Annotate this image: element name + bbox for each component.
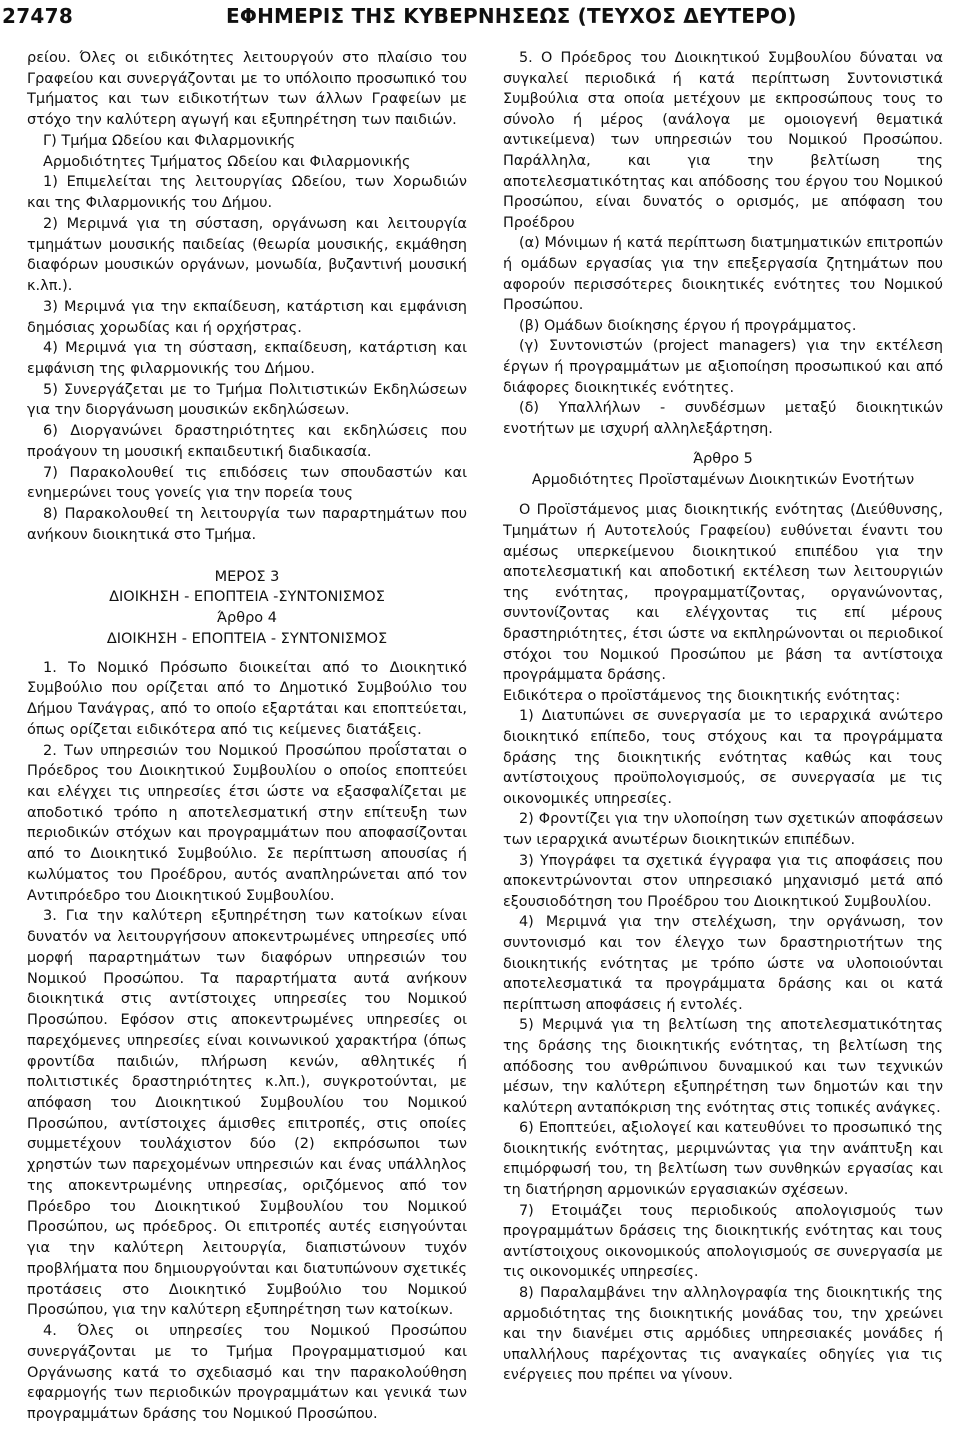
left-column	[27, 48, 467, 1425]
article-title: Αρμοδιότητες Προϊσταμένων Διοικητικών Ενοτήτων	[531, 471, 915, 488]
part-subheading: ΔΙΟΙΚΗΣΗ - ΕΠΟΠΤΕΙΑ -ΣΥΝΤΟΝΙΣΜΟΣ	[109, 589, 385, 606]
list-item: 1) Επιμελείται της λειτουργίας Ωδείου, των Χορωδιών και της Φιλαρμονικής του Δήμου.	[27, 174, 467, 212]
list-item: 8) Παρακολουθεί τη λειτουργία των παραρτημάτων που ανήκουν διοικητικά στο Τμήμα.	[27, 506, 467, 543]
article-paragraph: 5. Ο Πρόεδρος του Διοικητικού Συμβουλίου δύναται να συγκαλεί περιοδικά ή κατά περίπτωση Συντονιστικά Συμβούλια στα οποία μετέχουν με εκπροσώπους τους το σύνολο ή μέρος (ανάλογα με ομοιογενή θεματικά αντικείμενα) των υπηρεσιών του Νομικού Προσώπου. Παράλληλα, και για την βελτίωση της αποτελεσματικότητας και απόδοσης του έργου του Νομικού Προσώπου, είναι δυνατός ο ορισμός, με απόφαση του Προέδρου	[503, 50, 943, 231]
page-number: 27478	[2, 4, 74, 28]
section-heading: Γ) Τμήμα Ωδείου και Φιλαρμονικής	[43, 132, 296, 149]
list-item: (δ) Υπαλλήλων - συνδέσμων μεταξύ διοικητικών ενοτήτων με ισχυρή αλληλεξάρτηση.	[503, 400, 943, 437]
article-paragraph: Ειδικότερα ο προϊστάμενος της διοικητικής ενότητας:	[503, 687, 901, 704]
article-heading: Άρθρο 4	[216, 610, 278, 627]
list-item: 3) Μεριμνά για την εκπαίδευση, κατάρτιση και εμφάνιση δημόσιας χορωδίας και ή ορχήστρας.	[27, 298, 467, 336]
list-item: (α) Μόνιμων ή κατά περίπτωση διατμηματικών επιτροπών ή ομάδων εργασίας για την επεξεργασία ζητημάτων που αφορούν περισσότερες διοικητικές ενότητες του Νομικού Προσώπου.	[503, 235, 943, 314]
list-item: 1) Διατυπώνει σε συνεργασία με το ιεραρχικά ανώτερο διοικητικό επίπεδο, τους στόχους και τα προγράμματα δράσης της διοικητικής ενότητας καθώς και τους αντίστοιχους προϋπολογισμούς, σε συνεργασία με τις οικονομικές υπηρεσίες.	[503, 708, 943, 807]
list-item: 3) Υπογράφει τα σχετικά έγγραφα για τις αποφάσεις που αποκεντρώνονται στον υπηρεσιακό μηχανισμό μετά από εξουσιοδότηση του Προέδρου του Διοικητικού Συμβουλίου.	[503, 852, 943, 910]
list-item: 5) Συνεργάζεται με το Τμήμα Πολιτιστικών Εκδηλώσεων για την διοργάνωση μουσικών εκδηλώσεων.	[27, 381, 467, 419]
right-column	[503, 48, 943, 1386]
list-item: (β) Ομάδων διοίκησης έργου ή προγράμματος.	[519, 317, 857, 334]
list-item: 2) Μεριμνά για τη σύσταση, οργάνωση και λειτουργία τμημάτων μουσικής παιδείας (θεωρία μουσικής, εκμάθηση διαφόρων μουσικών οργάνων, μονωδία, βυζαντινή μουσική κ.λπ.).	[27, 215, 467, 295]
page-header	[0, 0, 960, 34]
section-subheading: Αρμοδιότητες Τμήματος Ωδείου και Φιλαρμονικής	[43, 153, 411, 170]
list-item: 7) Παρακολουθεί τις επιδόσεις των σπουδαστών και ενημερώνει τους γονείς για την πορεία τους	[27, 464, 467, 502]
article-paragraph: 1. Το Νομικό Πρόσωπο διοικείται από το Διοικητικό Συμβούλιο που ορίζεται από το Δημοτικό Συμβούλιο του Δήμου Τανάγρας, από το οποίο εξαρτάται και εποπτεύεται, όπως ορίζεται ειδικότερα από τις κείμενες διατάξεις.	[27, 659, 467, 738]
list-item: 5) Μεριμνά για τη βελτίωση της αποτελεσματικότητας της δράσης της διοικητικής ενότητας, τη βελτίωση της απόδοσης του ανθρώπινου δυναμικού και των τεχνικών μέσων, την καλύτερη εξυπηρέτηση των δημοτών και την καλύτερη ανταπόκριση της ενότητας στις τοπικές ανάγκες.	[503, 1017, 943, 1116]
list-item: 6) Διοργανώνει δραστηριότητες και εκδηλώσεις που προάγουν τη μουσική εκπαιδευτική διαδικασία.	[27, 423, 467, 460]
list-item: 8) Παραλαμβάνει την αλληλογραφία της διοικητικής της αρμοδιότητας της διοικητικής μονάδας του, την χρεώνει και την διανέμει στις αρμόδιες υπηρεσιακές μονάδες ή υπαλλήλους παρέχοντας τις αναγκαίες οδηγίες για τις ενέργειες που πρέπει να γίνουν.	[503, 1285, 943, 1384]
article-paragraph: 4. Όλες οι υπηρεσίες του Νομικού Προσώπου συνεργάζονται με το Τμήμα Προγραμματισμού και Οργάνωσης κατά το σχεδιασμό και την παρακολούθηση εφαρμογής των περιοδικών προγραμμάτων και γενικά των προγραμμάτων δράσης του Νομικού Προσώπου.	[27, 1323, 467, 1422]
article-paragraph: Ο Προϊστάμενος μιας διοικητικής ενότητας (Διεύθυνσης, Τμημάτων ή Αυτοτελούς Γραφείου) ευθύνεται έναντι του αμέσως υπερκείμενου διοικητικού επιπέδου για την αποτελεσματική και αποδοτική εκτέλεση των λειτουργιών της ενότητας, προγραμματίζοντας, οργανώνοντας, συντονίζοντας και ελέγχοντας τις επί μέρους δραστηριότητες, έτσι ώστε να εκπληρώνονται οι περιοδικοί στόχοι του Νομικού Προσώπου με βάση τα αντίστοιχα προγράμματα δράσης.	[503, 502, 943, 684]
list-item: 2) Φροντίζει για την υλοποίηση των σχετικών αποφάσεων των ιεραρχικά ανωτέρων διοικητικών επιπέδων.	[503, 811, 943, 848]
list-item: (γ) Συντονιστών (project managers) για την εκτέλεση έργων ή προγραμμάτων με αξιοποίηση προσωπικού και από διάφορες διοικητικές ενότητες.	[503, 338, 943, 396]
list-item: 6) Εποπτεύει, αξιολογεί και κατευθύνει το προσωπικό της διοικητικής ενότητας, μεριμνώντας για την ανάπτυξη και επιμόρφωσή του, τη βελτίωση των συνθηκών εργασίας και τη διατήρηση αρμονικών εργασιακών σχέσεων.	[503, 1120, 943, 1199]
paragraph: ρείου. Όλες οι ειδικότητες λειτουργούν στο πλαίσιο του Γραφείου και συνεργάζονται με το υπόλοιπο προσωπικό του Τμήματος και των ειδικοτήτων των άλλων Γραφείων με στόχο την καλύτερη αγωγή και εξυπηρέτηση των παιδιών.	[27, 50, 467, 129]
list-item: 7) Ετοιμάζει τους περιοδικούς απολογισμούς των προγραμμάτων δράσεις της διοικητικής ενότητας και τους αντίστοιχους οικονομικούς απολογισμούς σε συνεργασία με τις οικονομικές υπηρεσίες.	[503, 1202, 943, 1281]
article-heading: Άρθρο 5	[693, 451, 753, 468]
article-paragraph: 2. Των υπηρεσιών του Νομικού Προσώπου προΐσταται ο Πρόεδρος του Διοικητικού Συμβουλίου ο οποίος εποπτεύει και ελέγχει τις υπηρεσίες έτσι ώστε να εξασφαλίζεται με αποδοτικό τρόπο η αποτελεσματική στην επίτευξη των περιοδικών στόχων και προγραμμάτων που αποφασίζονται από το Διοικητικό Συμβούλιο. Σε περίπτωση απουσίας ή κωλύματος του Προέδρου, αυτός αναπληρώνεται από τον Αντιπρόεδρο του Διοικητικού Συμβουλίου.	[27, 742, 467, 904]
gazette-title: ΕΦΗΜΕΡΙΣ ΤΗΣ ΚΥΒΕΡΝΗΣΕΩΣ (ΤΕΥΧΟΣ ΔΕΥΤΕΡΟ)	[226, 4, 797, 28]
article-title: ΔΙΟΙΚΗΣΗ - ΕΠΟΠΤΕΙΑ - ΣΥΝΤΟΝΙΣΜΟΣ	[106, 630, 388, 647]
list-item: 4) Μεριμνά για την στελέχωση, την οργάνωση, τον συντονισμό και τον έλεγχο των δραστηριοτήτων της διοικητικής ενότητας με τρόπο ώστε να υλοποιούνται αποτελεσματικά τα προγράμματα δράσης και οι κατά περίπτωση αποφάσεις ή εντολές.	[503, 914, 943, 1013]
part-heading: ΜΕΡΟΣ 3	[214, 568, 280, 585]
article-paragraph: 3. Για την καλύτερη εξυπηρέτηση των κατοίκων είναι δυνατόν να λειτουργήσουν αποκεντρωμένες υπηρεσίες υπό μορφή παραρτημάτων των διαφόρων υπηρεσιών του Νομικού Προσώπου. Τα παραρτήματα αυτά ανήκουν διοικητικά στις αντίστοιχες υπηρεσίες του Νομικού Προσώπου. Εφόσον στις αποκεντρωμένες υπηρεσίες οι παρεχόμενες υπηρεσίες είναι κοινωνικού χαρακτήρα (όπως φροντίδα παιδιών, πλήρωση κενών, αθλητικές ή πολιτιστικές δραστηριότητες κ.λπ.), συγκροτούνται, με απόφαση του Διοικητικού Συμβουλίου του Νομικού Προσώπου, αντίστοιχες άμισθες επιτροπές, στις οποίες συμμετέχουν τουλάχιστον δύο (2) εκπρόσωποι των χρηστών των παρεχομένων υπηρεσιών και ένας υπάλληλος της αποκεντρωμένης υπηρεσίας, οριζόμενος από τον Πρόεδρο του Διοικητικού Συμβουλίου του Νομικού Προσώπου, ως πρόεδρος. Οι επιτροπές αυτές εισηγούνται για την καλύτερη λειτουργία, διαπιστώνουν τυχόν προβλήματα που δημιουργούνται και διατυπώνουν σχετικές προτάσεις στο Διοικητικό Συμβούλιο του Νομικού Προσώπου, για την καλύτερη εξυπηρέτηση των κατοίκων.	[27, 908, 467, 1319]
list-item: 4) Μεριμνά για τη σύσταση, εκπαίδευση, κατάρτιση και εμφάνιση της φιλαρμονικής του Δήμου.	[27, 340, 467, 378]
